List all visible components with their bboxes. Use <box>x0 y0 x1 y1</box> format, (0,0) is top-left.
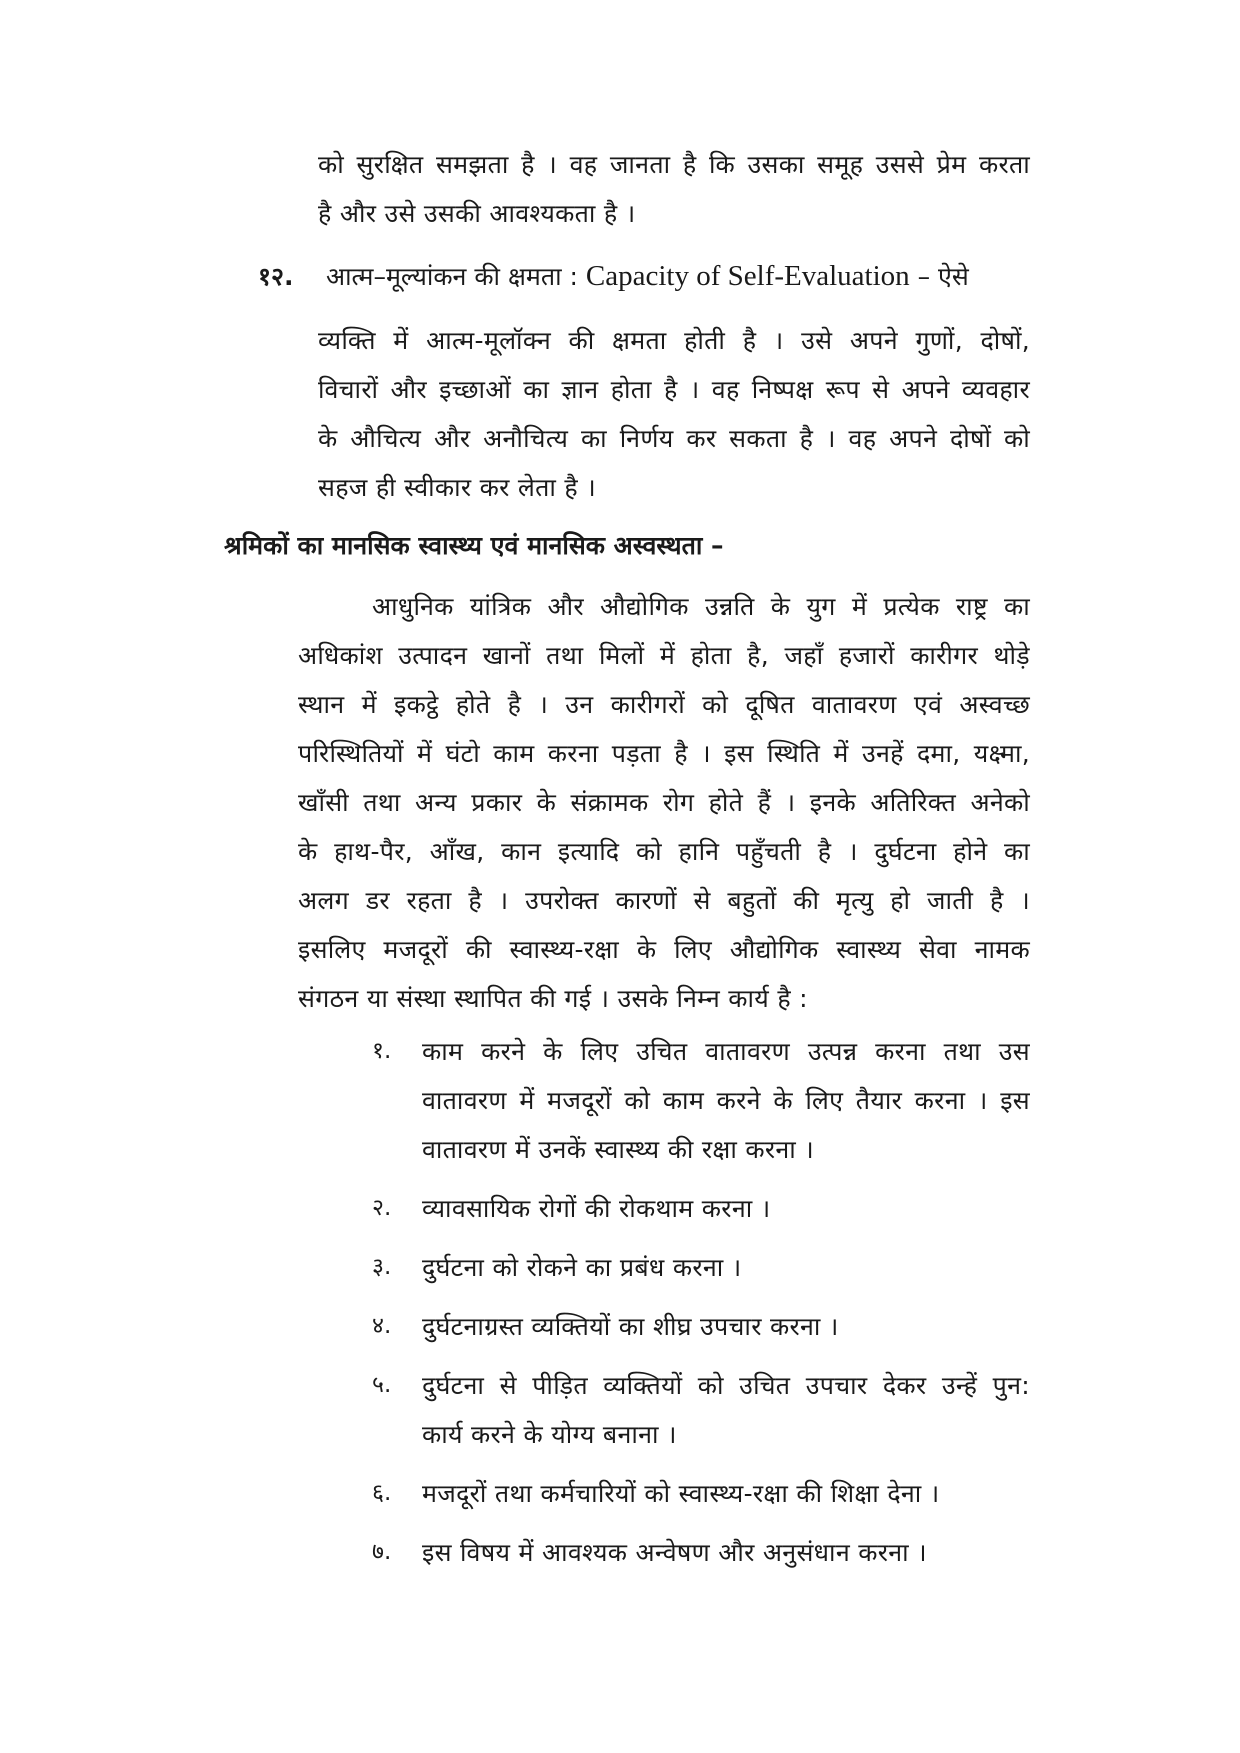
paragraph-line: इसलिए मजदूरों की स्वास्थ्य-रक्षा के लिए औद्योगिक स्वास्थ्य सेवा नामक <box>298 935 1030 964</box>
list-item-line: इस विषय में आवश्यक अन्वेषण और अनुसंधान करना । <box>422 1538 927 1567</box>
paragraph-line: स्थान में इकट्ठे होते है । उन कारीगरों को दूषित वातावरण एवं अस्वच्छ <box>298 690 1030 719</box>
paragraph-line: परिस्थितियों में घंटो काम करना पड़ता है । इस स्थिति में उनहें दमा, यक्ष्मा, <box>298 739 1030 768</box>
list-item-number: २. <box>372 1195 392 1221</box>
paragraph-line: सहज ही स्वीकार कर लेता है । <box>318 473 597 502</box>
list-item-number: ३. <box>372 1254 392 1280</box>
paragraph-line: खाँसी तथा अन्य प्रकार के संक्रामक रोग होते हैं । इनके अतिरिक्त अनेको <box>298 788 1030 817</box>
list-item <box>372 1528 1030 1577</box>
list-item-line: काम करने के लिए उचित वातावरण उत्पन्न करना तथा उस <box>422 1037 1030 1066</box>
list-item-number: ४. <box>372 1313 392 1339</box>
list-item <box>372 1361 1030 1459</box>
list-item-line: व्यावसायिक रोगों की रोकथाम करना । <box>422 1194 771 1223</box>
point-title-suffix: – ऐसे <box>917 262 969 291</box>
list-item <box>372 1469 1030 1518</box>
point-12-paragraph <box>318 316 1030 512</box>
list-item-number: ६. <box>372 1480 392 1506</box>
list-item-number: ५. <box>372 1372 392 1398</box>
list-item-line: वातावरण में मजदूरों को काम करने के लिए तैयार करना । इस <box>422 1086 1030 1115</box>
numbered-list <box>372 1027 1030 1587</box>
paragraph-line: आधुनिक यांत्रिक और औद्योगिक उन्नति के युग में प्रत्येक राष्ट्र का <box>372 592 1030 621</box>
list-item-line: दुर्घटना को रोकने का प्रबंध करना । <box>422 1253 742 1282</box>
section-heading: श्रमिकों का मानसिक स्वास्थ्य एवं मानसिक अस्वस्थता – <box>224 531 724 560</box>
paragraph-line: अलग डर रहता है । उपरोक्त कारणों से बहुतों की मृत्यु हो जाती है । <box>298 886 1030 915</box>
list-item-line: कार्य करने के योग्य बनाना । <box>422 1420 677 1449</box>
paragraph-line: के औचित्य और अनौचित्य का निर्णय कर सकता है । वह अपने दोषों को <box>318 424 1030 453</box>
list-item <box>372 1243 1030 1292</box>
paragraph-line: विचारों और इच्छाओं का ज्ञान होता है । वह निष्पक्ष रूप से अपने व्यवहार <box>318 375 1030 404</box>
list-item <box>372 1302 1030 1351</box>
list-item-line: मजदूरों तथा कर्मचारियों को स्वास्थ्य-रक्षा की शिक्षा देना । <box>422 1479 940 1508</box>
list-item-number: ७. <box>372 1539 392 1565</box>
point-title-hindi: आत्म–मूल्यांकन की क्षमता : <box>325 262 578 291</box>
section-paragraph <box>298 582 1030 1023</box>
paragraph-line: के हाथ-पैर, आँख, कान इत्यादि को हानि पहुँचती है । दुर्घटना होने का <box>298 837 1030 866</box>
list-item-line: दुर्घटना से पीड़ित व्यक्तियों को उचित उपचार देकर उन्हें पुन: <box>422 1371 1030 1400</box>
list-item-line: दुर्घटनाग्रस्त व्यक्तियों का शीघ्र उपचार करना । <box>422 1312 839 1341</box>
continuation-paragraph <box>318 140 1030 238</box>
paragraph-line: संगठन या संस्था स्थापित की गई । उसके निम्न कार्य है : <box>298 984 808 1013</box>
paragraph-line: को सुरक्षित समझता है । वह जानता है कि उसका समूह उससे प्रेम करता <box>318 150 1030 179</box>
paragraph-line: व्यक्ति में आत्म-मूलॉक्न की क्षमता होती है । उसे अपने गुणों, दोषों, <box>318 326 1030 355</box>
list-item-line: वातावरण में उनकें स्वास्थ्य की रक्षा करना । <box>422 1135 815 1164</box>
point-12-heading <box>258 254 1030 299</box>
list-item-number: १. <box>372 1038 392 1064</box>
list-item <box>372 1027 1030 1174</box>
point-number: १२. <box>258 262 294 291</box>
paragraph-line: अधिकांश उत्पादन खानों तथा मिलों में होता है, जहाँ हजारों कारीगर थोड़े <box>298 641 1030 670</box>
list-item <box>372 1184 1030 1233</box>
point-title-english: Capacity of Self-Evaluation <box>585 260 910 292</box>
paragraph-line: है और उसे उसकी आवश्यकता है । <box>318 199 636 228</box>
